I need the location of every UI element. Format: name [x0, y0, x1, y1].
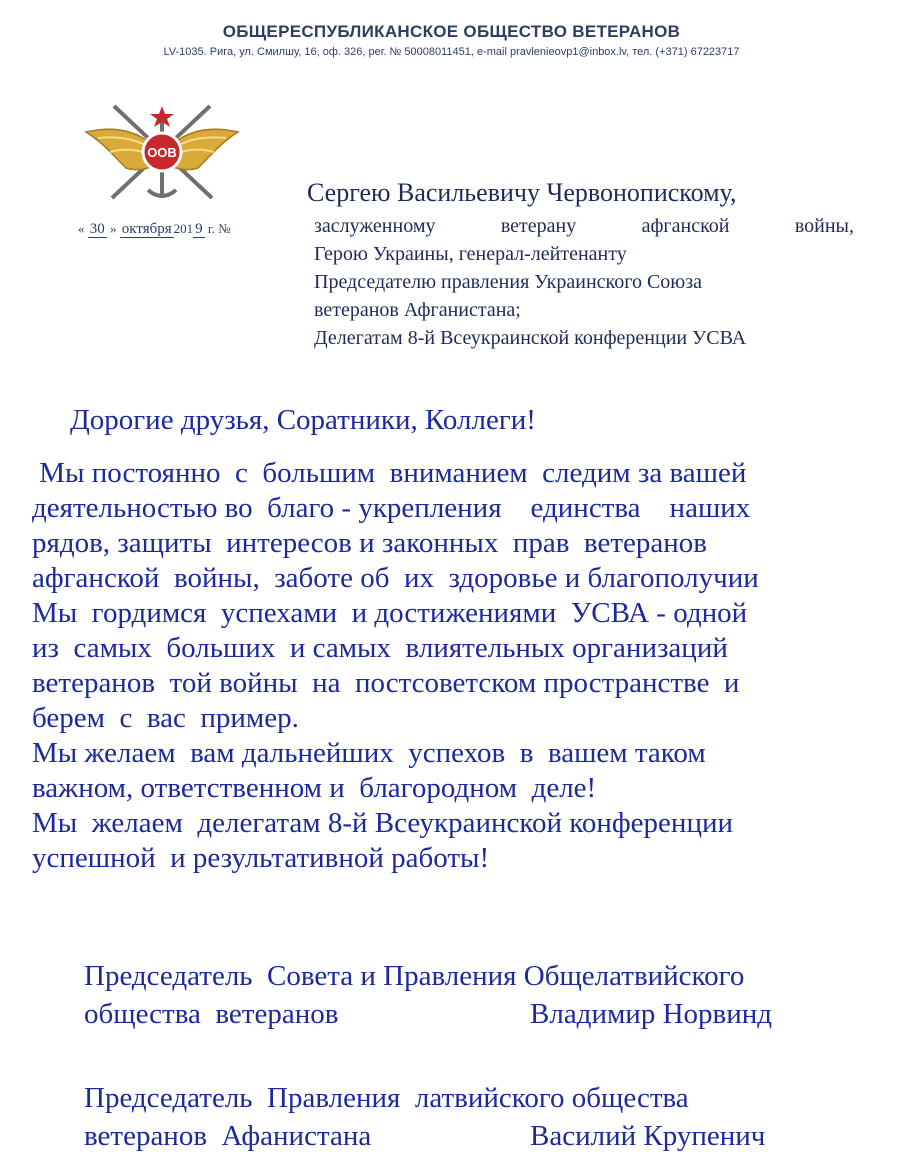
- signature-org-line: [84, 995, 874, 1033]
- signature-title: Председатель Совета и Правления Общелатвийского: [84, 960, 745, 992]
- recipient-name: Сергею Васильевичу Червонопискому,: [307, 178, 737, 207]
- date-close-quote: »: [110, 221, 117, 236]
- body-line: из самых больших и самых влиятельных организаций: [32, 632, 728, 664]
- body-line: деятельностью во благо - укрепления единства наших: [32, 492, 751, 524]
- body-line: Мы гордимся успехами и достижениями УСВА - одной: [32, 597, 748, 629]
- greeting: Дорогие друзья, Соратники, Коллеги!: [70, 404, 536, 436]
- logo-text: ООВ: [147, 145, 177, 160]
- body-line: берем с вас пример.: [32, 702, 299, 734]
- recipient-line: Делегатам 8-й Всеукраинской конференции УСВА: [314, 327, 747, 349]
- date-month: октября: [121, 221, 172, 237]
- signature-org: общества ветеранов: [84, 998, 339, 1030]
- signatory-name: Владимир Норвинд: [530, 998, 773, 1030]
- date-year-prefix: 201: [173, 221, 194, 236]
- body-line: Мы постоянно с большим вниманием следим за вашей: [32, 457, 747, 489]
- body-line: ветеранов той войны на постсоветском пространстве и: [32, 667, 740, 699]
- date-suffix: г. №: [207, 221, 231, 236]
- date-year-suffix: 9: [195, 221, 203, 237]
- signature-org: ветеранов Афанистана: [84, 1120, 372, 1152]
- recipient-details: [314, 212, 854, 352]
- signatures: [84, 957, 874, 1155]
- org-name: ОБЩЕРЕСПУБЛИКАНСКОЕ ОБЩЕСТВО ВЕТЕРАНОВ: [222, 22, 681, 41]
- date-open-quote: «: [78, 221, 85, 236]
- signature-title-line: [84, 957, 874, 995]
- body-line: важном, ответственном и благородном деле!: [32, 772, 597, 804]
- signature-title: Председатель Правления латвийского общества: [84, 1082, 689, 1114]
- org-address: LV-1035. Рига, ул. Смилшу, 16, оф. 326, рег. № 50008011451, e-mail pravlenieovp1@inbox.lv, тел. (+371) 67223717: [163, 46, 740, 58]
- date-line: [78, 221, 298, 238]
- date-day: 30: [89, 221, 105, 237]
- letter-body: [32, 456, 882, 876]
- organization-logo: [82, 98, 242, 208]
- signatory-name: Василий Крупенич: [530, 1120, 766, 1152]
- recipient-line: Герою Украины, генерал-лейтенанту: [314, 243, 627, 265]
- recipient-line: заслуженному ветерану афганской войны,: [314, 215, 854, 237]
- body-line: Мы желаем вам дальнейших успехов в вашем таком: [32, 737, 706, 769]
- recipient-line: Председателю правления Украинского Союза: [314, 271, 703, 293]
- signature-org-line: [84, 1117, 874, 1155]
- body-line: успешной и результативной работы!: [32, 842, 490, 874]
- signature-title-line: [84, 1079, 874, 1117]
- recipient-line: ветеранов Афганистана;: [314, 299, 521, 321]
- body-line: афганской войны, заботе об их здоровье и благополучии: [32, 562, 759, 594]
- body-line: рядов, защиты интересов и законных прав ветеранов: [32, 527, 707, 559]
- body-line: Мы желаем делегатам 8-й Всеукраинской конференции: [32, 807, 733, 839]
